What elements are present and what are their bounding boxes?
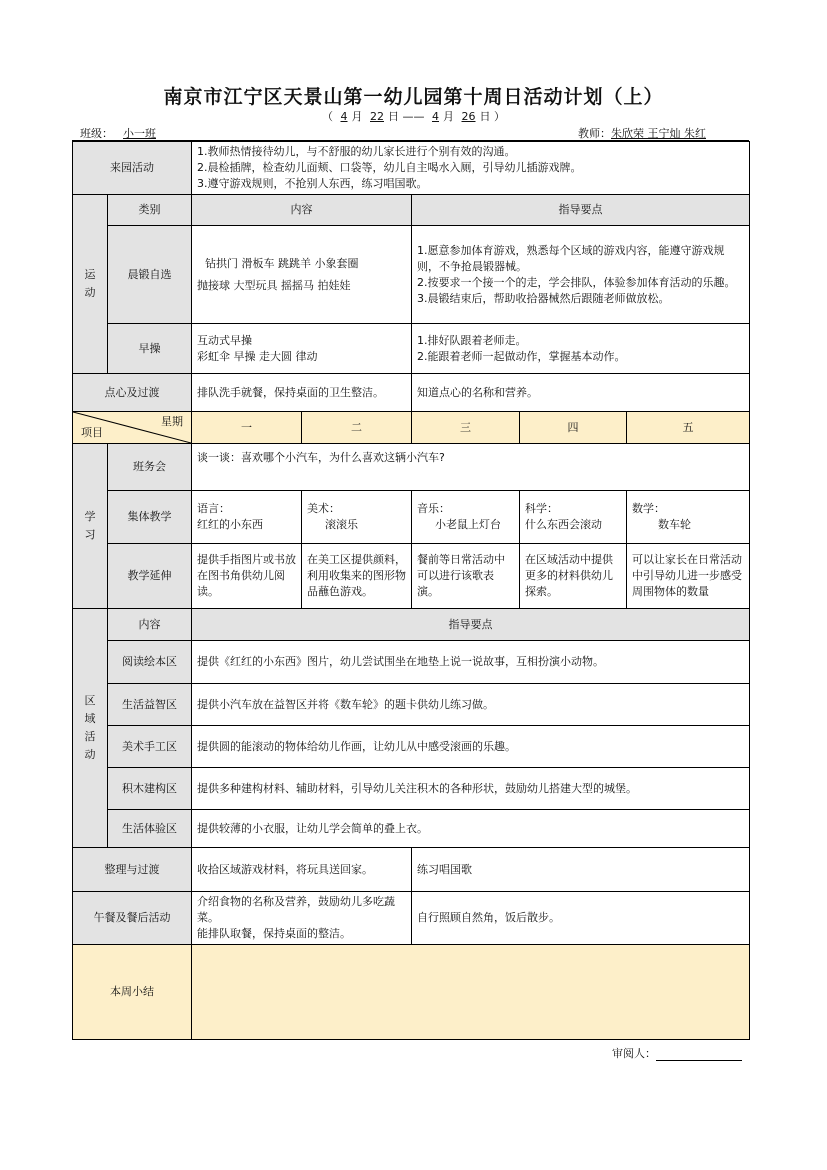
- exercise-label: 早操: [108, 324, 192, 374]
- exercise-guide-line: 1.排好队跟着老师走。: [417, 333, 527, 347]
- exercise-guide: [412, 324, 750, 374]
- reviewer-signature-line: [656, 1048, 742, 1061]
- start-day: 22: [370, 110, 384, 123]
- summary-row: [73, 945, 750, 1040]
- date-close: ）: [494, 110, 505, 123]
- summary-content: [192, 945, 750, 1040]
- lunch-line: 介绍食物的名称及营养，鼓励幼儿多吃蔬菜。: [197, 895, 395, 924]
- area-guide-header: 指导要点: [192, 609, 750, 641]
- group-teaching-row: [73, 491, 750, 544]
- snack-guide: 知道点心的名称和营养。: [412, 374, 750, 412]
- day-label: 日: [388, 110, 399, 123]
- day-fri: 五: [627, 412, 750, 444]
- snack-row: [73, 374, 750, 412]
- exercise-row: [73, 324, 750, 374]
- snack-label: 点心及过渡: [73, 374, 192, 412]
- class-meeting-content: 谈一谈：喜欢哪个小汽车，为什么喜欢这辆小汽车?: [192, 444, 750, 491]
- day-thu: 四: [520, 412, 627, 444]
- area-name: 生活体验区: [108, 810, 192, 848]
- topic: 滚滚乐: [325, 518, 358, 531]
- lunch-row: [73, 892, 750, 945]
- exercise-content-line: 彩虹伞 早操 走大圆 律动: [197, 349, 318, 363]
- tidy-guide: 练习唱国歌: [412, 848, 750, 892]
- sport-type-header: 类别: [108, 195, 192, 226]
- arrival-row: [73, 142, 750, 195]
- sport-header-row: [73, 195, 750, 226]
- item-label: 项目: [81, 426, 103, 439]
- topic: 什么东西会滚动: [525, 518, 602, 531]
- extension-item: 在美工区提供颜料，利用收集来的图形物品蘸色游戏。: [302, 544, 412, 609]
- date-open: （: [322, 110, 333, 123]
- start-month: 4: [340, 110, 348, 123]
- arrival-line: 3.遵守游戏规则，不抢别人东西，练习唱国歌。: [197, 177, 428, 190]
- group-item-language: [192, 491, 302, 544]
- date-dash: ——: [402, 110, 425, 123]
- sport-content-header: 内容: [192, 195, 412, 226]
- weekday-corner: [73, 412, 192, 444]
- weekday-row: [73, 412, 750, 444]
- class-meeting-row: [73, 444, 750, 491]
- area-name: 阅读绘本区: [108, 641, 192, 684]
- morning-exercise-row: [73, 226, 750, 324]
- exercise-guide-line: 2.能跟着老师一起做动作，掌握基本动作。: [417, 349, 626, 363]
- group-teaching-label: 集体教学: [108, 491, 192, 544]
- area-row: [73, 810, 750, 848]
- topic: 红红的小东西: [197, 518, 263, 531]
- month-label-2: 月: [443, 110, 454, 123]
- day-label-2: 日: [479, 110, 491, 123]
- area-header-row: [73, 609, 750, 641]
- area-guide: 提供多种建构材料、辅助材料，引导幼儿关注积木的各种形状，鼓励幼儿搭建大型的城堡。: [192, 768, 750, 810]
- subject: 音乐：: [417, 502, 450, 515]
- topic: 小老鼠上灯台: [435, 518, 501, 531]
- morning-content-line: 钻拱门 滑板车 跳跳羊 小象套圈: [205, 256, 359, 270]
- month-label: 月: [351, 110, 363, 123]
- class-value: 小一班: [123, 127, 156, 140]
- morning-label: 晨锻自选: [108, 226, 192, 324]
- page-title: 南京市江宁区天景山第一幼儿园第十周日活动计划（上）: [163, 86, 664, 108]
- plan-table: [72, 141, 750, 1040]
- group-item-math: [627, 491, 750, 544]
- exercise-content: [192, 324, 412, 374]
- area-guide: 提供小汽车放在益智区并将《数车轮》的题卡供幼儿练习做。: [192, 684, 750, 726]
- tidy-row: [73, 848, 750, 892]
- subject: 数学：: [632, 502, 665, 515]
- morning-content-line: 抛接球 大型玩具 摇摇马 拍娃娃: [197, 278, 351, 292]
- arrival-line: 1.教师热情接待幼儿，与不舒服的幼儿家长进行个别有效的沟通。: [197, 145, 516, 158]
- area-row: [73, 641, 750, 684]
- extension-row: [73, 544, 750, 609]
- subject: 语言：: [197, 502, 230, 515]
- arrival-label: 来园活动: [73, 142, 192, 195]
- teacher-label: 教师：: [578, 127, 611, 140]
- extension-item: 在区域活动中提供更多的材料供幼儿探索。: [520, 544, 627, 609]
- tidy-label: 整理与过渡: [73, 848, 192, 892]
- reviewer-label: 审阅人：: [612, 1047, 656, 1060]
- morning-content: [192, 226, 412, 324]
- study-label: [73, 444, 108, 609]
- extension-item: 可以让家长在日常活动中引导幼儿进一步感受周围物体的数量: [627, 544, 750, 609]
- area-row: [73, 768, 750, 810]
- subject: 科学：: [525, 502, 558, 515]
- end-day: 26: [461, 110, 476, 123]
- weekday-label: 星期: [161, 415, 183, 428]
- date-range: [0, 108, 827, 124]
- arrival-content: [192, 142, 750, 195]
- class-label: 班级：: [80, 127, 113, 140]
- subject: 美术：: [307, 502, 340, 515]
- teacher-value: 朱欣荣 王宁灿 朱红: [611, 127, 706, 140]
- sport-guide-header: 指导要点: [412, 195, 750, 226]
- extension-item: 餐前等日常活动中可以进行该歌表演。: [412, 544, 520, 609]
- day-mon: 一: [192, 412, 302, 444]
- area-name: 美术手工区: [108, 726, 192, 768]
- reviewer-row: [612, 1045, 742, 1061]
- area-row: [73, 726, 750, 768]
- area-label: [73, 609, 108, 848]
- snack-content: 排队洗手就餐，保持桌面的卫生整洁。: [192, 374, 412, 412]
- lunch-label: 午餐及餐后活动: [73, 892, 192, 945]
- extension-label: 教学延伸: [108, 544, 192, 609]
- group-item-music: [412, 491, 520, 544]
- group-item-art: [302, 491, 412, 544]
- study-label-text: 学习: [84, 510, 96, 541]
- area-guide: 提供较薄的小衣服，让幼儿学会简单的叠上衣。: [192, 810, 750, 848]
- sport-label-text: 运动: [84, 268, 96, 299]
- area-guide: 提供圆的能滚动的物体给幼儿作画，让幼儿从中感受滚画的乐趣。: [192, 726, 750, 768]
- exercise-content-line: 互动式早操: [197, 333, 252, 347]
- area-guide: 提供《红红的小东西》图片，幼儿尝试围坐在地垫上说一说故事，互相扮演小动物。: [192, 641, 750, 684]
- area-row: [73, 684, 750, 726]
- teacher-row: [578, 125, 706, 141]
- arrival-line: 2.晨检插牌，检查幼儿面颊、口袋等，幼儿自主喝水入厕，引导幼儿插游戏牌。: [197, 161, 582, 174]
- morning-guide-line: 3.晨锻结束后，帮助收拾器械然后跟随老师做放松。: [417, 291, 670, 305]
- morning-guide: [412, 226, 750, 324]
- day-tue: 二: [302, 412, 412, 444]
- extension-item: 提供手指图片或书放在图书角供幼儿阅读。: [192, 544, 302, 609]
- area-name: 生活益智区: [108, 684, 192, 726]
- lunch-line: 能排队取餐，保持桌面的整洁。: [197, 927, 351, 940]
- topic: 数车轮: [658, 518, 691, 531]
- summary-label: 本周小结: [73, 945, 192, 1040]
- class-row: [80, 125, 166, 141]
- lunch-content: [192, 892, 412, 945]
- morning-guide-line: 2.按要求一个接一个的走，学会排队，体验参加体育活动的乐趣。: [417, 275, 736, 289]
- lunch-guide: 自行照顾自然角，饭后散步。: [412, 892, 750, 945]
- tidy-content: 收拾区域游戏材料，将玩具送回家。: [192, 848, 412, 892]
- end-month: 4: [432, 110, 439, 123]
- group-item-science: [520, 491, 627, 544]
- morning-guide-line: 1.愿意参加体育游戏，熟悉每个区域的游戏内容，能遵守游戏规则，不争抢晨锻器械。: [417, 243, 725, 273]
- class-meeting-label: 班务会: [108, 444, 192, 491]
- day-wed: 三: [412, 412, 520, 444]
- area-name: 积木建构区: [108, 768, 192, 810]
- sport-label: [73, 195, 108, 374]
- area-content-header: 内容: [108, 609, 192, 641]
- area-label-text: 区域活动: [84, 694, 96, 761]
